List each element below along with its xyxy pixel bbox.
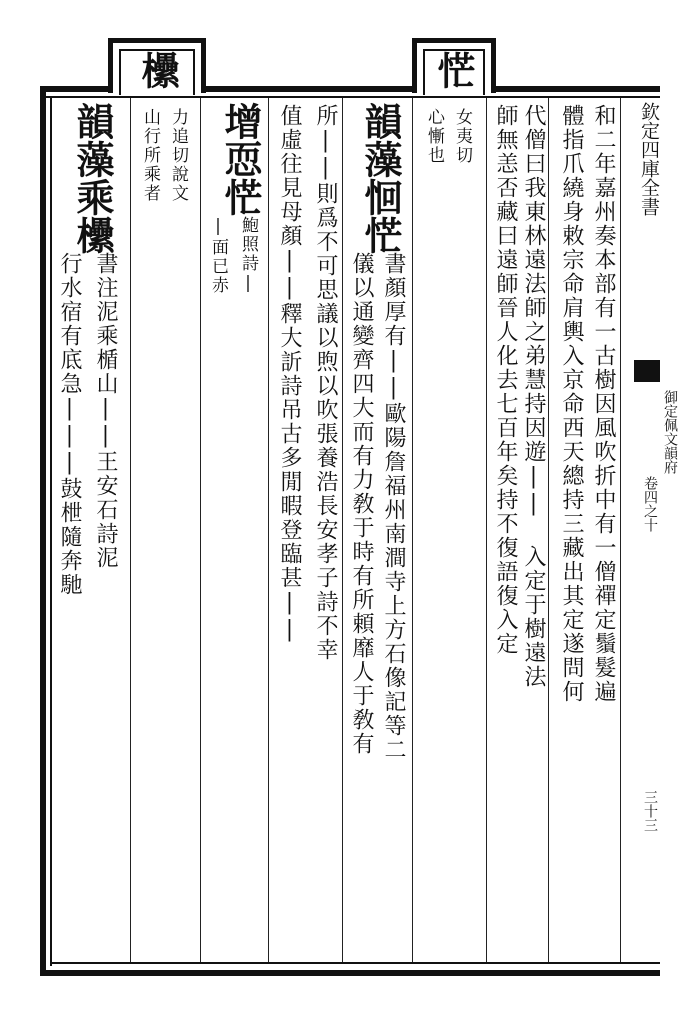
gloss-lei-meaning: 山行所乘者 [140, 108, 160, 203]
entry-heading-chenglei: 韻藻乘欙 [70, 102, 115, 254]
column-rule [548, 98, 549, 962]
column-rule [268, 98, 269, 962]
gloss-reading: 女夷切 [452, 108, 472, 165]
text-column-12: |面已赤 [208, 216, 228, 295]
text-column-4: 師無恙否藏曰遠師晉人化去七百年矣持不復語復入定 [493, 104, 518, 656]
column-rule [200, 98, 201, 962]
text-column-10: 值虛往見母顏||釋大訢詩吊古多閒暇登臨甚|| [277, 104, 302, 644]
text-column-11: 鮑照詩| [238, 216, 258, 295]
frame-left-border [40, 86, 46, 976]
library-title: 欽定四庫全書 [638, 102, 660, 216]
gloss-meaning: 心慚也 [424, 108, 444, 165]
text-column-3: 代僧曰我東林遠法師之弟慧持因遊|| 入定于樹遠法 [521, 104, 546, 689]
fish-tail-mark [634, 360, 660, 382]
header-tab-left [108, 38, 206, 93]
text-column-9: 所||則爲不可思議以煦以吹張養浩長安孝子詩不幸 [313, 104, 338, 662]
header-tab-right [412, 38, 496, 93]
text-column-8: 儀以通變齊四大而有力敎于時有所頼靡人于敎有 [349, 252, 374, 756]
book-title: 御定佩文韻府 [662, 390, 678, 474]
frame-bottom-border [40, 970, 660, 976]
text-column-2: 體指爪繞身敕宗命肩輿入京命西天總持三藏出其定遂問何 [559, 104, 584, 704]
gloss-lei: 力追切說文 [168, 108, 188, 203]
text-column-7: 書顏厚有||歐陽詹福州南澗寺上方石像記等二 [381, 252, 406, 762]
entry-heading-numang: 增恧恾 [218, 102, 263, 216]
column-rule [412, 98, 413, 962]
text-column-1: 和二年嘉州奏本部有一古樹因風吹折中有一僧禪定鬚髮遍 [591, 104, 616, 704]
header-tab-right-label: 恾 [431, 51, 476, 89]
column-rule [342, 98, 343, 962]
text-column-16: 行水宿有底急|||鼓枻隨奔馳 [57, 252, 82, 597]
page-number: 三十三 [642, 790, 658, 832]
frame-bottom-inner-border [50, 962, 660, 964]
entry-heading-huimang: 韻藻恛恾 [358, 102, 403, 254]
frame-left-inner-border [50, 96, 52, 966]
column-rule [486, 98, 487, 962]
column-rule [130, 98, 131, 962]
volume-label: 卷四之十 [642, 476, 658, 532]
text-column-15: 書注泥乘楯山||王安石詩泥 [93, 252, 118, 570]
header-tab-left-label: 欙 [135, 51, 180, 89]
frame-top-inner-border [40, 96, 660, 98]
column-rule [620, 98, 621, 962]
